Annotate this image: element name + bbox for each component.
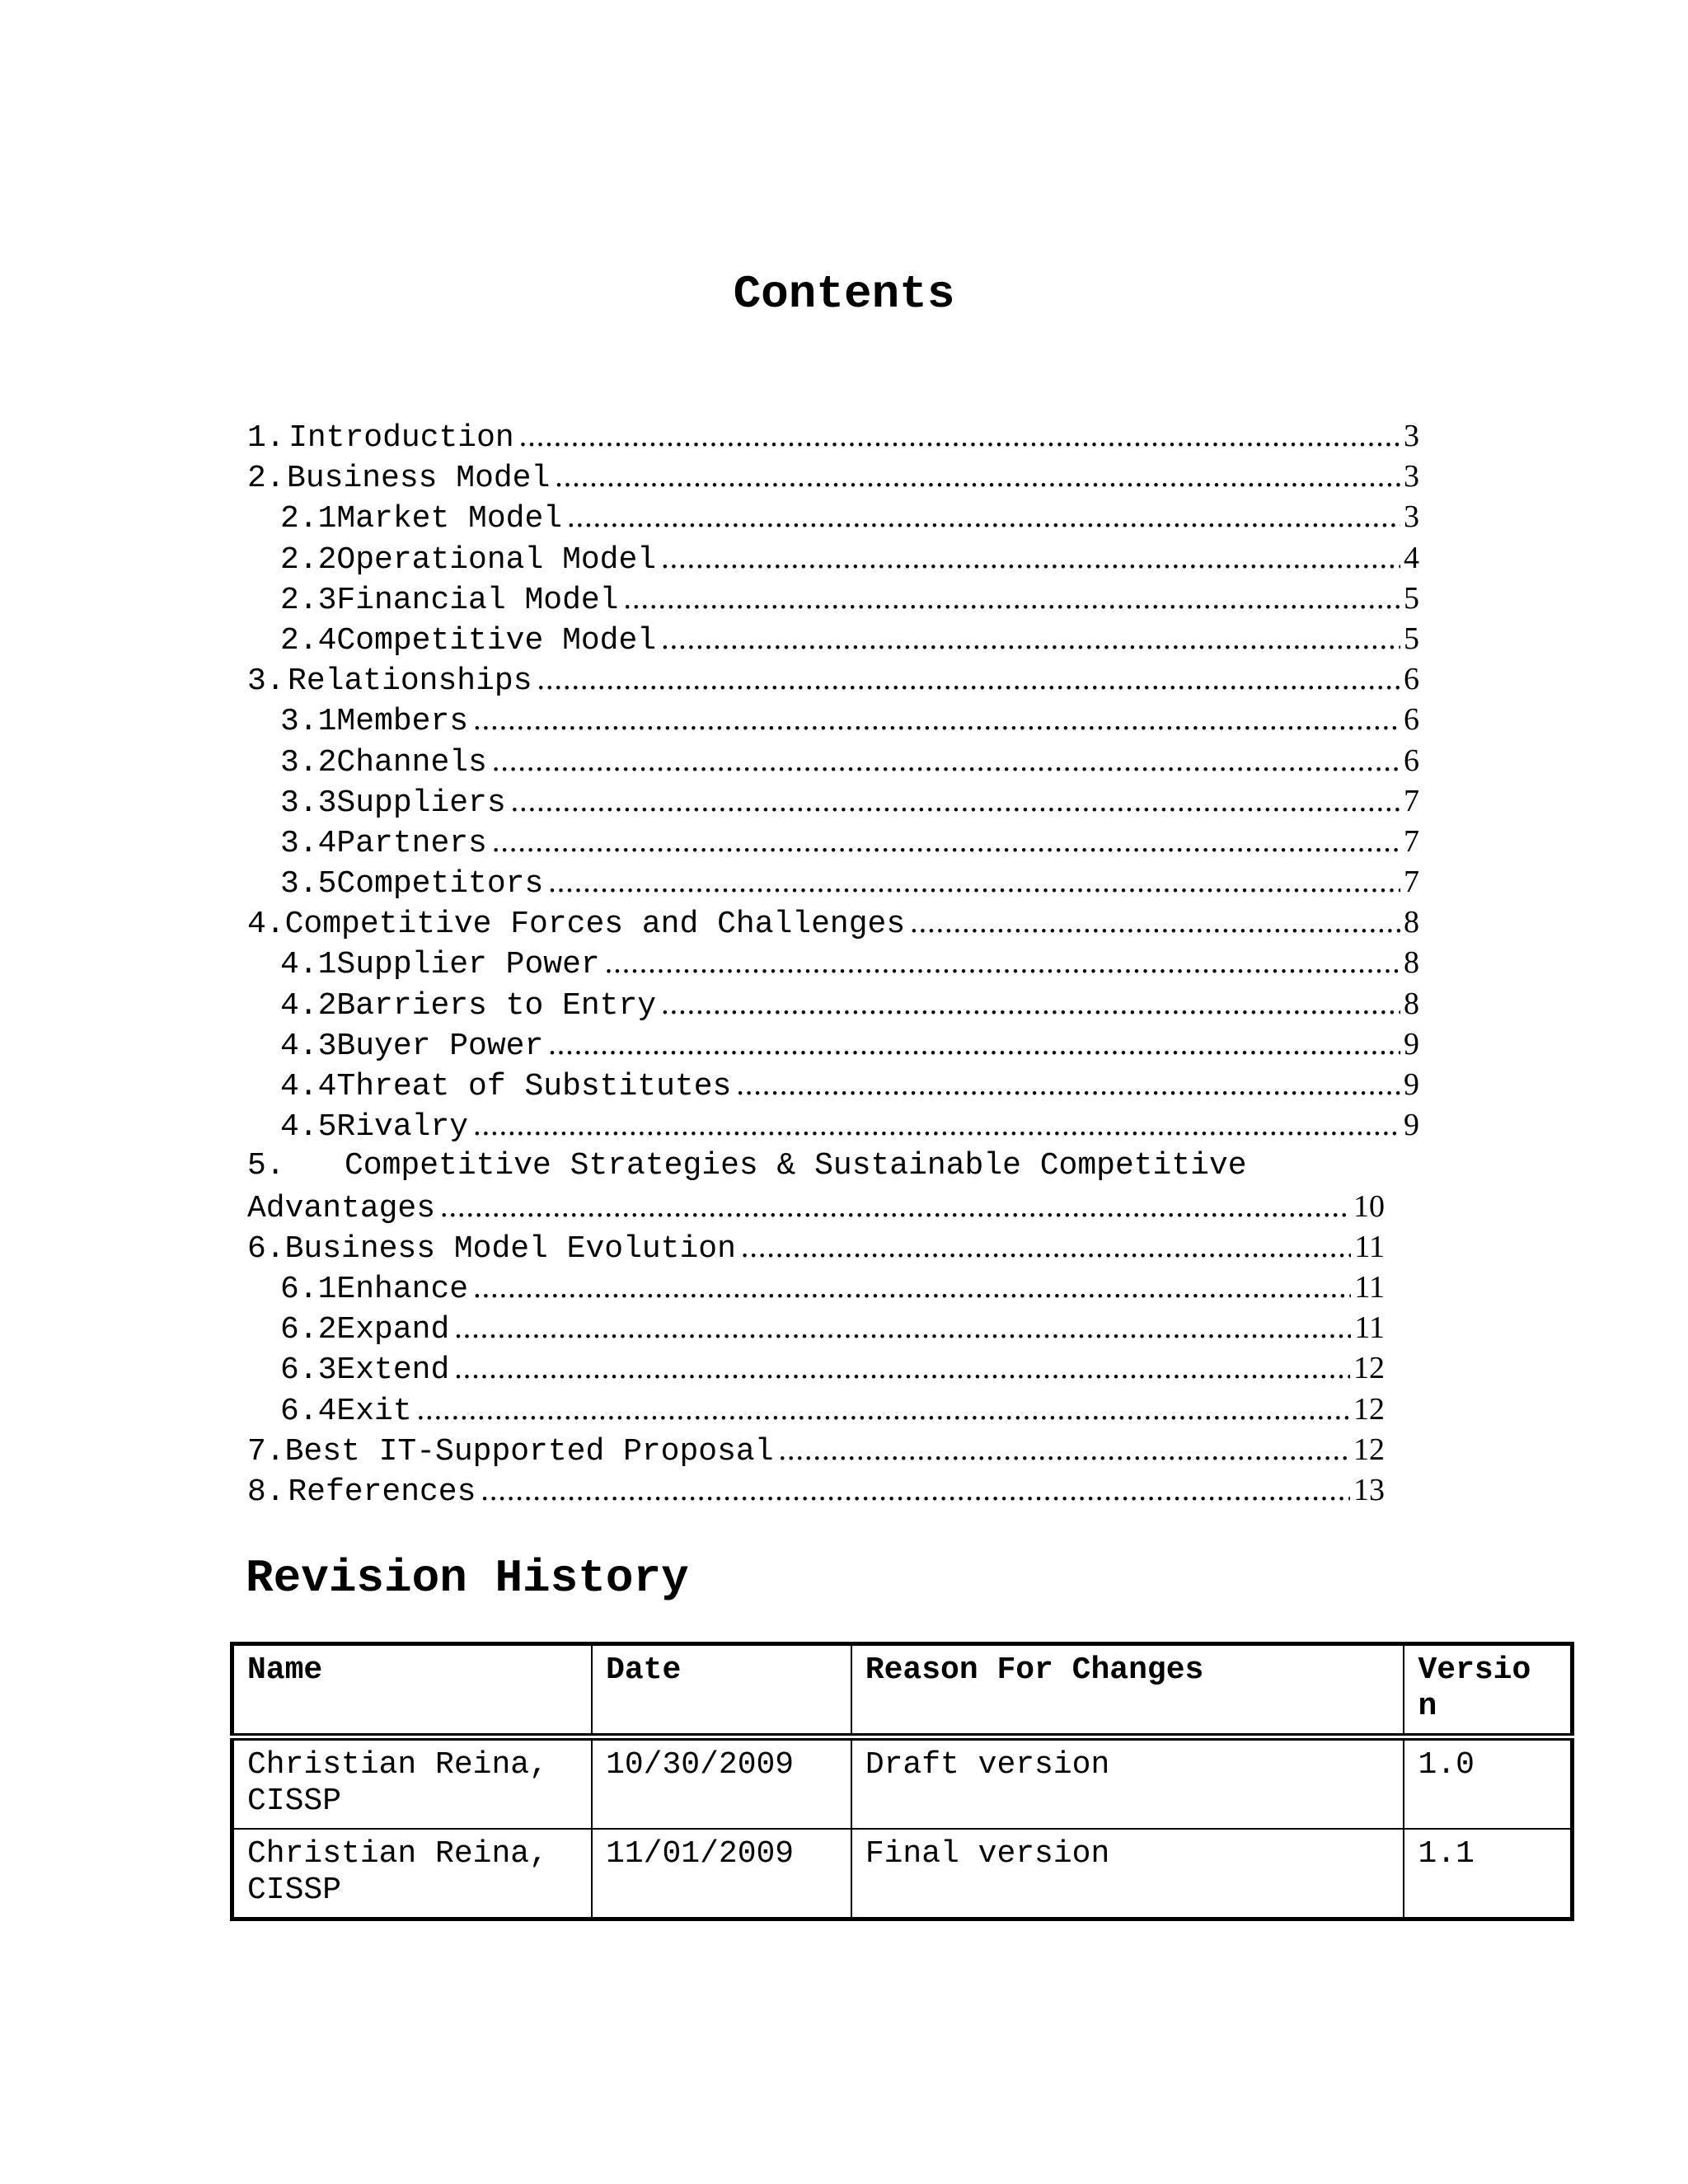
toc-label: Business Model	[287, 461, 551, 497]
toc-page-number: 12	[1353, 1432, 1385, 1467]
toc-number: 6.	[247, 1230, 285, 1267]
toc-entry[interactable]	[247, 416, 1419, 457]
toc-entry[interactable]	[247, 1390, 1419, 1430]
toc-leader-dots	[661, 984, 1400, 1024]
toc-leader-dots	[492, 741, 1400, 781]
toc-page-number: 7	[1404, 783, 1419, 818]
toc-entry[interactable]	[247, 781, 1419, 822]
header-reason: Reason For Changes	[851, 1644, 1404, 1737]
toc-entry[interactable]	[247, 862, 1419, 902]
toc-number: 4.2	[280, 987, 337, 1024]
cell-version: 1.1	[1404, 1829, 1572, 1919]
toc-label: Enhance	[336, 1271, 469, 1307]
toc-number: 8.	[247, 1474, 285, 1510]
toc-page-number: 3	[1404, 419, 1419, 453]
toc-entry[interactable]	[247, 579, 1419, 619]
toc-label: Competitive Model	[336, 622, 657, 658]
toc-entry[interactable]	[247, 1470, 1419, 1511]
table-of-contents	[247, 416, 1419, 1511]
toc-leader-dots	[741, 1227, 1352, 1268]
toc-number: 3.5	[280, 866, 337, 902]
toc-leader-dots	[511, 781, 1400, 822]
toc-entry[interactable]	[247, 1065, 1419, 1105]
toc-label: Financial Model	[336, 582, 619, 618]
toc-label: Expand	[336, 1312, 450, 1348]
cell-version: 1.0	[1404, 1737, 1572, 1830]
toc-label: Members	[336, 704, 469, 740]
toc-label: Business Model Evolution	[284, 1230, 736, 1267]
cell-date: 11/01/2009	[592, 1829, 851, 1919]
toc-number: 1.	[247, 420, 285, 456]
header-date: Date	[592, 1644, 851, 1737]
toc-number: 6.3	[280, 1352, 337, 1389]
toc-label: Extend	[336, 1352, 450, 1389]
toc-label: Barriers to Entry	[336, 987, 657, 1024]
toc-number: 2.4	[280, 622, 337, 658]
toc-entry[interactable]	[247, 1430, 1419, 1470]
toc-number: 3.2	[280, 744, 337, 780]
toc-entry[interactable]	[247, 1227, 1419, 1268]
toc-label: Market Model	[336, 501, 563, 537]
header-version-line2: n	[1418, 1689, 1437, 1724]
toc-page-number: 12	[1353, 1351, 1385, 1386]
toc-leader-dots	[454, 1308, 1351, 1348]
toc-number: 5.	[247, 1148, 285, 1184]
toc-leader-dots	[605, 943, 1400, 983]
toc-label: Introduction	[288, 420, 514, 456]
cell-name-line2: CISSP	[247, 1872, 342, 1908]
toc-number: 4.3	[280, 1028, 337, 1064]
toc-page-number: 3	[1404, 459, 1419, 494]
table-row	[232, 1829, 1573, 1919]
toc-leader-dots	[779, 1430, 1350, 1470]
toc-number: 6.2	[280, 1312, 337, 1348]
toc-entry[interactable]	[247, 457, 1419, 497]
toc-entry[interactable]	[247, 538, 1419, 579]
toc-leader-dots	[473, 1105, 1400, 1146]
toc-leader-dots	[623, 579, 1400, 619]
toc-page-number: 9	[1404, 1067, 1419, 1102]
toc-number: 6.1	[280, 1271, 337, 1307]
toc-label: Competitive Strategies & Sustainable Competitive	[345, 1148, 1247, 1184]
toc-leader-dots	[736, 1065, 1400, 1105]
toc-leader-dots	[492, 822, 1400, 862]
toc-number: 3.1	[280, 704, 337, 740]
toc-page-number: 9	[1404, 1026, 1419, 1062]
toc-leader-dots	[417, 1390, 1350, 1430]
toc-number: 2.1	[280, 501, 337, 537]
toc-label: Advantages	[247, 1190, 436, 1226]
toc-page-number: 11	[1354, 1310, 1385, 1346]
toc-leader-dots	[454, 1348, 1350, 1389]
contents-title: Contents	[733, 268, 955, 321]
toc-leader-dots	[548, 1024, 1400, 1065]
toc-leader-dots	[567, 497, 1400, 537]
toc-label: Competitive Forces and Challenges	[284, 907, 906, 943]
cell-reason: Final version	[851, 1829, 1404, 1919]
toc-number: 6.4	[280, 1393, 337, 1429]
toc-entry[interactable]	[247, 984, 1419, 1024]
toc-label: Partners	[336, 825, 487, 861]
toc-leader-dots	[555, 457, 1400, 497]
toc-entry[interactable]	[247, 700, 1419, 740]
toc-label: References	[288, 1474, 476, 1510]
toc-number: 3.	[247, 663, 285, 700]
toc-page-number: 8	[1404, 986, 1419, 1021]
toc-leader-dots	[473, 700, 1400, 740]
toc-label: Competitors	[336, 866, 544, 902]
toc-page-number: 6	[1404, 662, 1419, 697]
toc-leader-dots	[661, 619, 1400, 659]
toc-page-number: 8	[1404, 945, 1419, 981]
cell-name-line1: Christian Reina,	[247, 1747, 548, 1783]
header-version-line1: Versio	[1418, 1652, 1531, 1688]
toc-page-number: 5	[1404, 621, 1419, 656]
toc-number: 3.4	[280, 825, 337, 861]
toc-leader-dots	[661, 538, 1400, 579]
toc-label: Exit	[336, 1393, 412, 1429]
toc-entry[interactable]	[247, 1268, 1419, 1308]
cell-name	[232, 1737, 593, 1830]
revision-history-table	[230, 1642, 1574, 1921]
toc-entry[interactable]	[247, 659, 1419, 700]
toc-label-line	[247, 1187, 1419, 1227]
toc-label-line	[247, 1146, 1419, 1186]
toc-leader-dots	[537, 659, 1401, 700]
toc-page-number: 6	[1404, 743, 1419, 778]
cell-reason: Draft version	[851, 1737, 1404, 1830]
toc-entry[interactable]	[247, 1308, 1419, 1348]
toc-number: 2.2	[280, 541, 337, 578]
toc-page-number: 6	[1404, 702, 1419, 738]
toc-entry[interactable]	[247, 1024, 1419, 1065]
toc-entry[interactable]	[247, 497, 1419, 537]
toc-page-number: 11	[1354, 1229, 1385, 1264]
toc-page-number: 10	[1353, 1188, 1385, 1224]
toc-leader-dots	[440, 1187, 1350, 1227]
header-name: Name	[232, 1644, 593, 1737]
toc-page-number: 5	[1404, 580, 1419, 616]
toc-leader-dots	[519, 416, 1400, 457]
toc-number: 2.3	[280, 582, 337, 618]
toc-page-number: 13	[1353, 1472, 1385, 1507]
toc-entry[interactable]	[247, 741, 1419, 781]
toc-entry[interactable]	[247, 943, 1419, 983]
cell-date: 10/30/2009	[592, 1737, 851, 1830]
toc-page-number: 7	[1404, 823, 1419, 859]
toc-label: Rivalry	[336, 1109, 469, 1146]
cell-name-line2: CISSP	[247, 1783, 342, 1819]
toc-number: 4.1	[280, 947, 337, 983]
toc-entry[interactable]	[247, 1146, 1419, 1226]
toc-entry[interactable]	[247, 902, 1419, 943]
toc-label: Suppliers	[336, 785, 506, 821]
toc-number: 4.5	[280, 1109, 337, 1146]
toc-label: Operational Model	[336, 541, 657, 578]
cell-name	[232, 1829, 593, 1919]
toc-label: Buyer Power	[336, 1028, 544, 1064]
table-header-row	[232, 1644, 1573, 1737]
toc-page-number: 9	[1404, 1108, 1419, 1143]
toc-page-number: 7	[1404, 865, 1419, 900]
cell-name-line1: Christian Reina,	[247, 1836, 548, 1872]
toc-number: 3.3	[280, 785, 337, 821]
toc-page-number: 3	[1404, 499, 1419, 535]
toc-entry[interactable]	[247, 1105, 1419, 1146]
toc-label: Channels	[336, 744, 487, 780]
toc-label: Supplier Power	[336, 947, 600, 983]
toc-entry[interactable]	[247, 619, 1419, 659]
toc-entry[interactable]	[247, 822, 1419, 862]
toc-page-number: 8	[1404, 905, 1419, 940]
toc-leader-dots	[548, 862, 1400, 902]
toc-leader-dots	[910, 902, 1400, 943]
toc-leader-dots	[473, 1268, 1351, 1308]
toc-page-number: 11	[1354, 1269, 1385, 1305]
toc-number: 7.	[247, 1433, 285, 1469]
toc-entry[interactable]	[247, 1348, 1419, 1389]
table-row	[232, 1737, 1573, 1830]
revision-history-title: Revision History	[246, 1552, 689, 1605]
toc-leader-dots	[481, 1470, 1350, 1511]
header-version	[1404, 1644, 1572, 1737]
toc-label: Relationships	[288, 663, 532, 700]
toc-number: 4.4	[280, 1069, 337, 1104]
toc-number: 2.	[247, 461, 285, 497]
toc-label: Best IT-Supported Proposal	[284, 1433, 774, 1469]
toc-number: 4.	[247, 907, 285, 943]
toc-page-number: 12	[1353, 1391, 1385, 1427]
toc-page-number: 4	[1404, 540, 1419, 575]
toc-label: Threat of Substitutes	[336, 1069, 732, 1104]
